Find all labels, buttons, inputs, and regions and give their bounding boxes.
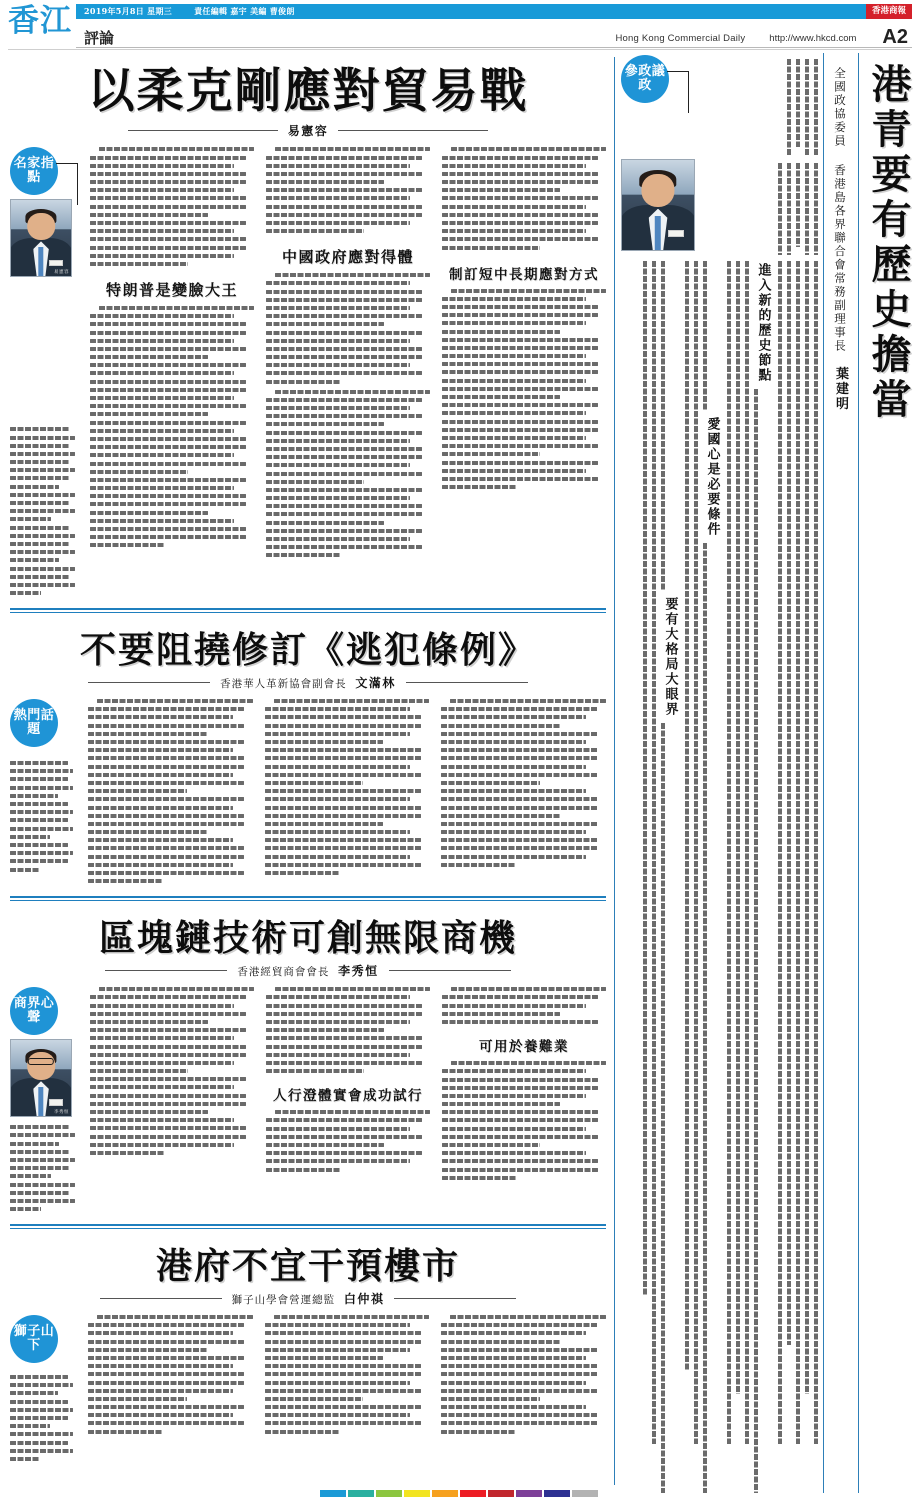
section-title: 評論	[84, 29, 115, 47]
byline-rule-right	[406, 682, 528, 683]
badge-shangjie[interactable]: 商界心聲	[10, 987, 58, 1035]
photo-nametag	[49, 1099, 62, 1105]
author-photo-blockchain	[10, 1039, 72, 1117]
byline-blockchain	[8, 962, 608, 985]
photo-tie	[38, 247, 43, 276]
lead-col-1	[90, 147, 254, 599]
photo-caption-lead: 易憲容	[54, 270, 69, 276]
byline-text-extradition: 香港華人革新協會副會長 文滿林	[220, 676, 396, 691]
extradition-col-3	[441, 699, 606, 887]
badge-bracket	[56, 163, 78, 164]
article-property	[8, 1238, 608, 1465]
color-bar	[460, 1490, 486, 1497]
lead-col-3	[442, 147, 606, 599]
blockchain-badge-wrap	[10, 987, 58, 1035]
headline-property: 港府不宜干預樓市	[155, 1245, 460, 1288]
photo-glasses	[28, 1058, 54, 1065]
lead-badge-wrap	[10, 147, 58, 195]
extradition-columns	[8, 697, 608, 887]
blockchain-col-3	[442, 987, 606, 1215]
paragraph	[442, 147, 606, 249]
photo-face	[27, 213, 55, 240]
paragraph	[442, 289, 606, 490]
byline-rule-right	[338, 130, 488, 131]
property-col-2	[265, 1315, 430, 1465]
vertical-subhead-3: 要有大格局大眼界	[662, 597, 678, 717]
badge-shizishan[interactable]: 獅子山下	[10, 1315, 58, 1363]
article-separator-1	[10, 608, 606, 613]
paragraph	[266, 147, 430, 233]
page-body	[0, 53, 918, 1493]
subhead-blockchain-1: 可用於養難業	[479, 1039, 569, 1056]
vertical-subhead-col-2	[703, 261, 722, 1493]
paragraph	[90, 147, 254, 266]
color-bar	[488, 1490, 514, 1497]
vertical-byline: 全國政協委員 香港島各界聯合會常務副理事長 葉建明	[833, 67, 848, 412]
footer-color-bars	[0, 1488, 918, 1499]
article-blockchain	[8, 910, 608, 1215]
blockchain-sidebar	[10, 987, 78, 1215]
vertical-rule-1	[858, 53, 859, 1493]
property-columns	[8, 1313, 608, 1465]
subhead-blockchain-2: 人行澄體實會成功試行	[273, 1088, 423, 1105]
vertical-content	[621, 53, 818, 1493]
color-bar	[404, 1490, 430, 1497]
photo-tie	[38, 1087, 43, 1116]
headline-extradition: 不要阻撓修訂《逃犯條例》	[79, 629, 536, 672]
lead-sidebar	[10, 147, 78, 599]
vertical-headline: 港青要有歷史擔當	[865, 63, 912, 423]
photo-face	[27, 1052, 55, 1079]
vertical-rule-2	[823, 53, 824, 1493]
vertical-subhead-1: 進入新的歷史節點	[755, 263, 771, 383]
byline-rule-right	[394, 1298, 516, 1299]
subhead-1: 特朗普是變臉大王	[105, 280, 238, 299]
photo-nametag	[49, 260, 62, 266]
masthead-logo: 香江	[8, 3, 72, 39]
subhead-2: 中國政府應對得體	[281, 248, 414, 267]
byline-rule-left	[100, 1298, 222, 1299]
badge-canzheng[interactable]: 參政議政	[621, 55, 669, 103]
byline-rule-right	[389, 970, 511, 971]
property-col-1	[88, 1315, 253, 1465]
vertical-subhead-2: 愛國心是必要條件	[704, 417, 720, 537]
photo-nametag	[668, 230, 684, 237]
byline-text-property: 獅子山學會營運總監 白仲祺	[231, 1292, 385, 1307]
paragraph	[90, 306, 254, 547]
vertical-subhead-col-1	[754, 261, 773, 1493]
byline-rule-left	[128, 130, 278, 131]
byline-property	[8, 1290, 608, 1313]
lead-badge-cell	[10, 147, 78, 277]
badge-bracket	[667, 71, 689, 72]
property-badge-wrap	[10, 1315, 76, 1363]
vertical-text-beside-photo	[699, 159, 818, 255]
extradition-col-2	[265, 699, 430, 887]
lead-columns	[8, 145, 608, 599]
color-bar	[572, 1490, 598, 1497]
author-photo-lead	[10, 199, 72, 277]
vertical-body	[621, 255, 818, 1493]
article-lead	[8, 53, 608, 599]
vertical-feature	[621, 53, 910, 1493]
column-divider	[614, 57, 615, 1485]
editor-credits: 責任編輯 嘉宇 美編 曹俊朗	[194, 6, 295, 16]
extradition-col-1	[88, 699, 253, 887]
byline-extradition	[8, 674, 608, 697]
vertical-intro-text	[787, 55, 818, 155]
vertical-badge-wrap	[621, 55, 669, 103]
photo-face	[641, 174, 674, 206]
masthead-right	[76, 4, 912, 48]
blockchain-columns	[8, 985, 608, 1215]
extradition-sidebar	[10, 699, 76, 887]
byline-lead	[8, 122, 608, 145]
photo-tie	[655, 216, 661, 250]
masthead-blue-bar	[76, 4, 912, 19]
page-number: A2	[882, 26, 908, 48]
headline-lead: 以柔克剛應對貿易戰	[87, 64, 529, 119]
byline-rule-left	[88, 682, 210, 683]
color-bar	[376, 1490, 402, 1497]
paragraph	[266, 390, 430, 558]
color-bar	[516, 1490, 542, 1497]
photo-caption-blockchain: 李秀恒	[54, 1110, 69, 1116]
property-sidebar	[10, 1315, 76, 1465]
badge-remen[interactable]: 熱門話題	[10, 699, 58, 747]
lead-col-2	[266, 147, 430, 599]
right-zone	[621, 53, 910, 1493]
article-extradition	[8, 622, 608, 887]
vertical-photo-row	[621, 159, 818, 255]
left-zone	[8, 53, 608, 1493]
color-bar	[348, 1490, 374, 1497]
article-separator-2	[10, 896, 606, 901]
property-col-3	[441, 1315, 606, 1465]
article-separator-3	[10, 1224, 606, 1229]
masthead	[0, 0, 918, 48]
english-name: Hong Kong Commercial Daily	[615, 33, 746, 44]
author-photo-vertical	[621, 159, 695, 251]
byline-text-blockchain: 香港經貿商會會長 李秀恒	[237, 964, 379, 979]
subhead-3: 制訂短中長期應對方式	[449, 266, 599, 283]
byline-author-lead: 易憲容	[287, 124, 329, 139]
paragraph	[266, 273, 430, 383]
headline-blockchain: 區塊鏈技術可創無限商機	[98, 917, 517, 960]
color-bar	[320, 1490, 346, 1497]
blockchain-col-1	[90, 987, 254, 1215]
badge-mingjia[interactable]: 名家指點	[10, 147, 58, 195]
color-bar	[432, 1490, 458, 1497]
website-url[interactable]: http://www.hkcd.com	[769, 33, 857, 44]
masthead-lower	[76, 19, 912, 48]
brand-box: 香港商報	[866, 4, 912, 19]
blockchain-badge-cell	[10, 987, 78, 1117]
byline-rule-left	[105, 970, 227, 971]
blockchain-col-2	[266, 987, 430, 1215]
color-bar	[544, 1490, 570, 1497]
vertical-subhead-col-3	[661, 261, 680, 1493]
vertical-header-row	[621, 53, 818, 159]
issue-date: 2019年5月8日 星期三	[84, 6, 173, 16]
extradition-badge-wrap	[10, 699, 76, 747]
